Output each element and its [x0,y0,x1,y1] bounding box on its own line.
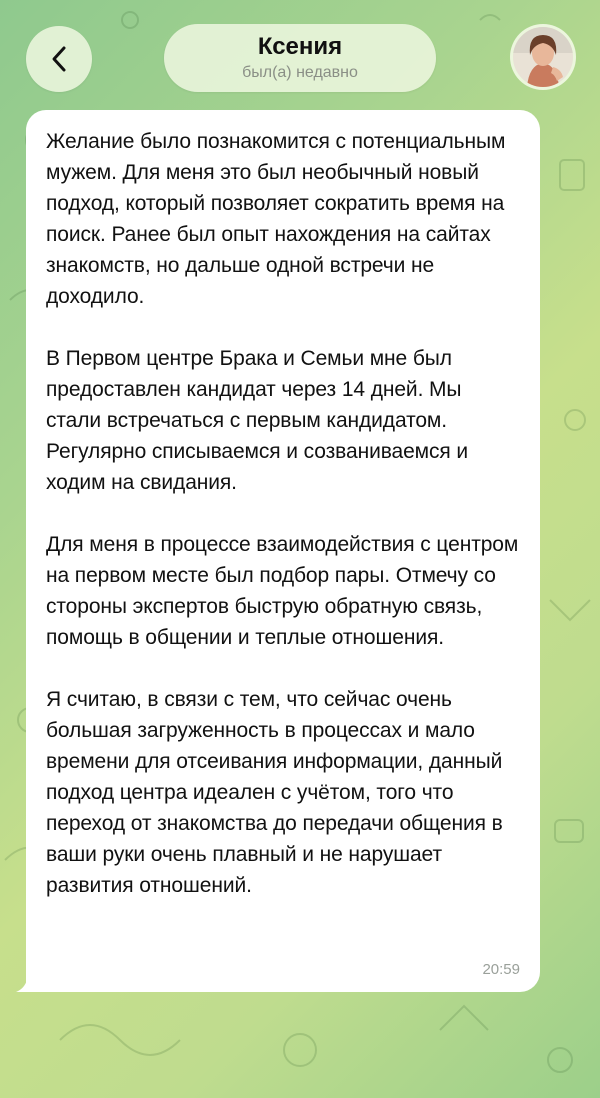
message-paragraph: В Первом центре Брака и Семьи мне был предоставлен кандидат через 14 дней. Мы стали встречаться с первым кандидатом. Регулярно списываемся и созваниваемся и ходим на свидания. [46,347,469,494]
message-bubble[interactable] [26,110,540,992]
message-paragraph: Желание было познакомится с потенциальным мужем. Для меня это был необычный новый подход, который позволяет сократить время на поиск. Ранее был опыт нахождения на сайтах знакомств, но дальше одной встречи не доходило. [46,130,506,308]
user-avatar-icon [513,27,573,87]
avatar[interactable] [510,24,576,90]
contact-status: был(а) недавно [242,64,358,81]
message-paragraph: Я считаю, в связи с тем, что сейчас очень большая загруженность в процессах и мало времени для отсеивания информации, данный подход центра идеален с учётом, того что переход от знакомства до передачи общения в ваши руки очень плавный и не нарушает развития отношений. [46,688,503,897]
chevron-left-icon [48,44,70,74]
back-button[interactable] [26,26,92,92]
message-paragraph: Для меня в процессе взаимодействия с центром на первом месте был подбор пары. Отмечу со стороны экспертов быструю обратную связь, помощь в общении и теплые отношения. [46,533,519,649]
chat-header-title[interactable] [164,24,436,92]
contact-name: Ксения [257,33,343,60]
message-timestamp: 20:59 [482,961,520,978]
